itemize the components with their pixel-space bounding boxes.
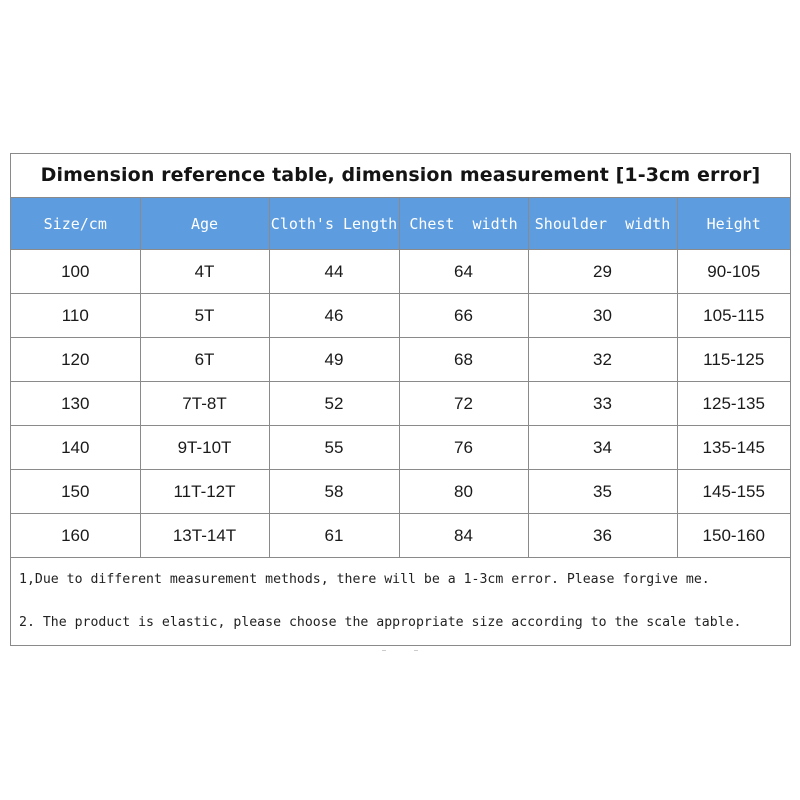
scan-speck [382,650,386,651]
header-chest-width: Chest width [399,198,528,250]
table-row [11,426,790,470]
table-row [11,338,790,382]
cell-age: 5T [140,294,269,338]
cell-age: 9T-10T [140,426,269,470]
cell-shoulder-width: 29 [528,250,677,294]
table-row [11,250,790,294]
header-age: Age [140,198,269,250]
size-chart [10,153,791,646]
cell-size: 100 [11,250,140,294]
table-row [11,470,790,514]
cell-shoulder-width: 35 [528,470,677,514]
cell-shoulder-width: 32 [528,338,677,382]
cell-height: 135-145 [677,426,790,470]
header-shoulder-width: Shoulder width [528,198,677,250]
cell-chest-width: 64 [399,250,528,294]
cell-chest-width: 66 [399,294,528,338]
cell-height: 115-125 [677,338,790,382]
table-row [11,382,790,426]
cell-age: 13T-14T [140,514,269,558]
cell-cloth-length: 46 [269,294,399,338]
cell-size: 120 [11,338,140,382]
scan-speck [414,650,418,651]
cell-size: 110 [11,294,140,338]
cell-size: 130 [11,382,140,426]
cell-shoulder-width: 30 [528,294,677,338]
cell-cloth-length: 52 [269,382,399,426]
cell-height: 105-115 [677,294,790,338]
header-cloth-length: Cloth's Length [269,198,399,250]
cell-size: 150 [11,470,140,514]
cell-age: 7T-8T [140,382,269,426]
cell-cloth-length: 49 [269,338,399,382]
cell-age: 6T [140,338,269,382]
table-row [11,294,790,338]
cell-chest-width: 76 [399,426,528,470]
note-elastic-product: 2. The product is elastic, please choose the appropriate size according to the scale table. [19,615,742,630]
cell-cloth-length: 61 [269,514,399,558]
cell-cloth-length: 58 [269,470,399,514]
cell-age: 4T [140,250,269,294]
cell-chest-width: 80 [399,470,528,514]
chart-title: Dimension reference table, dimension measurement [1-3cm error] [11,154,790,198]
header-height: Height [677,198,790,250]
cell-cloth-length: 55 [269,426,399,470]
cell-shoulder-width: 33 [528,382,677,426]
note-measurement-error: 1,Due to different measurement methods, there will be a 1-3cm error. Please forgive me. [19,572,710,587]
notes [11,558,790,644]
cell-chest-width: 72 [399,382,528,426]
size-table [11,198,790,558]
cell-height: 90-105 [677,250,790,294]
header-row [11,198,790,250]
header-size: Size/cm [11,198,140,250]
table-row [11,514,790,558]
cell-chest-width: 84 [399,514,528,558]
cell-height: 150-160 [677,514,790,558]
cell-chest-width: 68 [399,338,528,382]
cell-shoulder-width: 36 [528,514,677,558]
cell-cloth-length: 44 [269,250,399,294]
cell-shoulder-width: 34 [528,426,677,470]
cell-height: 145-155 [677,470,790,514]
cell-size: 140 [11,426,140,470]
cell-height: 125-135 [677,382,790,426]
cell-age: 11T-12T [140,470,269,514]
cell-size: 160 [11,514,140,558]
